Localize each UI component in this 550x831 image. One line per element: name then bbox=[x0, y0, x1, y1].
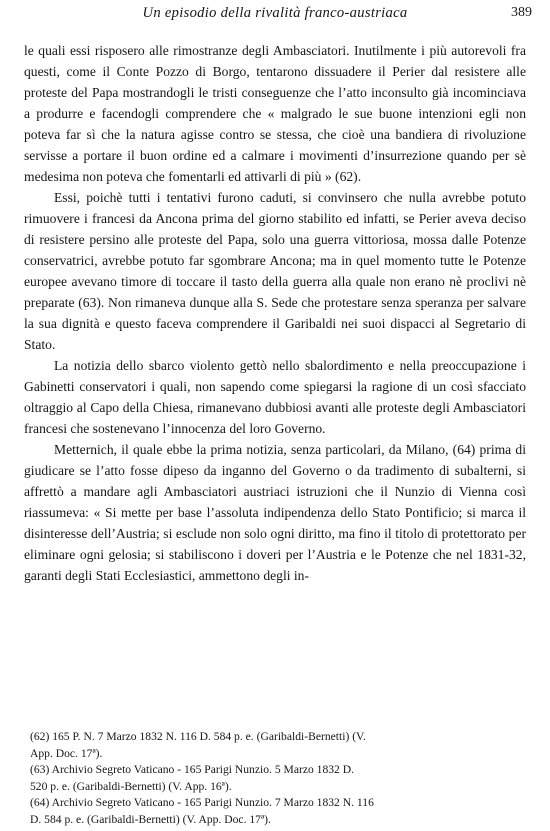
footnote-62-line2: App. Doc. 17ª). bbox=[30, 746, 103, 760]
footnote-62 bbox=[30, 729, 526, 762]
page-number: 389 bbox=[511, 5, 532, 20]
footnotes bbox=[30, 729, 526, 829]
page-header bbox=[18, 5, 532, 31]
footnote-64-line1: (64) Archivio Segreto Vaticano - 165 Parigi Nunzio. 7 Marzo 1832 N. 116 bbox=[30, 796, 374, 810]
footnote-63 bbox=[30, 762, 526, 795]
footnote-63-line1: (63) Archivio Segreto Vaticano - 165 Parigi Nunzio. 5 Marzo 1832 D. bbox=[30, 763, 355, 777]
paragraph-2: Essi, poichè tutti i tentativi furono caduti, si convinsero che nulla avrebbe potuto rimuovere i francesi da Ancona prima del giorno stabilito ed infatti, se Perier aveva deciso di resistere persino alle proteste del Papa, solo una guerra vittoriosa, mossa dalle Potenze conservatrici, avrebbe potuto far sgombrare Ancona; ma in quel momento tutte le Potenze europee avevano timore di toccare il tasto della guerra alla quale non erano nè proclivi nè preparate (63). Non rimaneva dunque alla S. Sede che protestare senza speranza per salvare la sua dignità e questo faceva comprendere il Garibaldi nei suoi dispacci al Segretario di Stato. bbox=[24, 190, 526, 352]
paragraph-3: La notizia dello sbarco violento gettò nello sbalordimento e nella preoccupazione i Gabinetti conservatori i quali, non sapendo come spiegarsi la ragione di un così sfacciato oltraggio al Capo della Chiesa, rimanevano dubbiosi avanti alle proteste degli Ambasciatori francesi che sostenevano l’innocenza del loro Governo. bbox=[24, 358, 526, 436]
footnote-62-line1: (62) 165 P. N. 7 Marzo 1832 N. 116 D. 584 p. e. (Garibaldi-Bernetti) (V. bbox=[30, 730, 366, 743]
paragraph-1: le quali essi risposero alle rimostranze degli Ambasciatori. Inutilmente i più autorevoli fra questi, come il Conte Pozzo di Borgo, tentarono dissuadere il Perier dal resistere alle proteste del Papa mostrandogli le tristi conseguenze che l’atto inconsulto già incominciava a produrre e facendogli comprendere che « malgrado le sue buone intenzioni egli non poteva far sì che la natura agisse contro se stessa, che cioè una bandiera di rivoluzione servisse a portare il buon ordine ed a calmare i movimenti d’insurrezione quando per sè medesima non poteva che fomentarli ed attivarli di più » (62). bbox=[24, 43, 526, 184]
running-title: Un episodio della rivalità franco-austriaca bbox=[142, 5, 408, 21]
footnote-64-line2: D. 584 p. e. (Garibaldi-Bernetti) (V. App. Doc. 17ª). bbox=[30, 812, 271, 826]
paragraph-4: Metternich, il quale ebbe la prima notizia, senza particolari, da Milano, (64) prima di giudicare se l’atto fosse dipeso da inganno del Governo o da tradimento di subalterni, si affrettò a mandare agli Ambasciatori austriaci istruzioni che il Nunzio di Vienna così riassumeva: « Si mette per base l’assoluta indipendenza dello Stato Pontificio; si marca il disinteresse dell’Austria; si esclude non solo ogni diritto, ma fino il titolo di protettorato per eliminare ogni gelosia; si stabiliscono i doveri per l’Austria e le Potenze che nel 1831-32, garanti degli Stati Ecclesiastici, ammettono degli in- bbox=[24, 442, 526, 583]
footnote-63-line2: 520 p. e. (Garibaldi-Bernetti) (V. App. 16ª). bbox=[30, 779, 232, 793]
footnote-64 bbox=[30, 795, 526, 828]
main-text bbox=[24, 40, 526, 586]
